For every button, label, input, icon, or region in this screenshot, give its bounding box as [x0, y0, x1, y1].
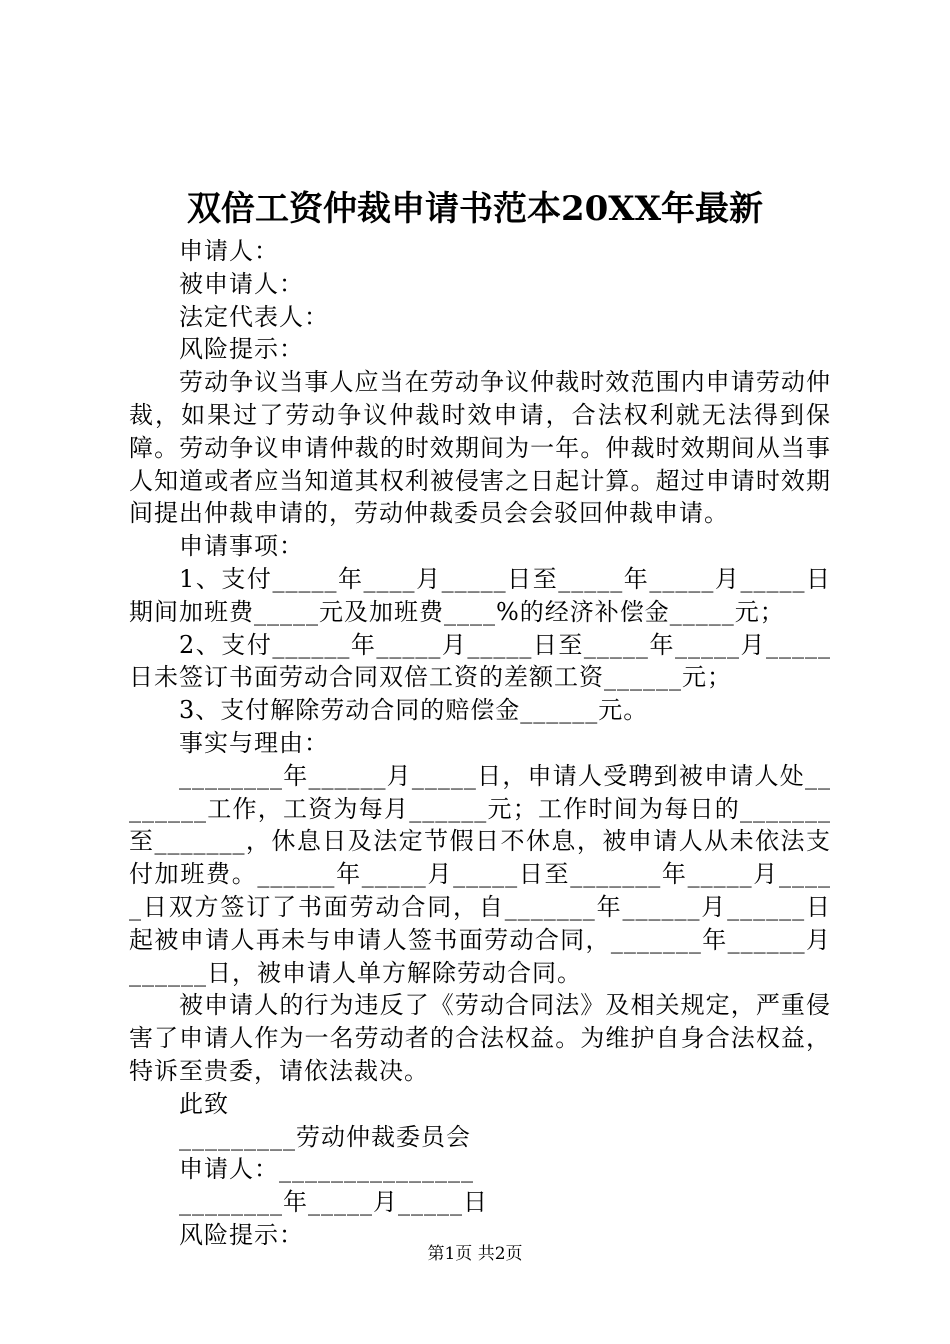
closing-risk-notice-heading: 风险提示： — [179, 1220, 304, 1249]
claim-item-3: 3、支付解除劳动合同的赔偿金______元。 — [179, 696, 649, 725]
risk-notice-heading: 风险提示： — [179, 335, 304, 364]
page-footer: 第1页 共2页 — [427, 1244, 523, 1264]
signature-date: ________年_____月_____日 — [179, 1188, 488, 1217]
legal-representative-label: 法定代表人： — [179, 302, 329, 331]
conclusion-paragraph: 被申请人的行为违反了《劳动合同法》及相关规定，严重侵害了申请人作为一名劳动者的合法权益。为维护自身合法权益，特诉至贵委，请依法裁决。 — [129, 991, 831, 1085]
signature-applicant: 申请人：_______________ — [179, 1155, 474, 1184]
addressee-committee: _________劳动仲裁委员会 — [179, 1122, 471, 1151]
document-title: 双倍工资仲裁申请书范本20XX年最新 — [186, 189, 764, 229]
claims-heading: 申请事项： — [179, 532, 304, 561]
salutation: 此致 — [179, 1089, 229, 1118]
applicant-label: 申请人： — [179, 237, 279, 265]
respondent-label: 被申请人： — [179, 269, 304, 298]
document-body — [129, 235, 831, 1252]
facts-heading: 事实与理由： — [179, 728, 329, 757]
risk-notice-paragraph: 劳动争议当事人应当在劳动争议仲裁时效范围内申请劳动仲裁，如果过了劳动争议仲裁时效申请，合法权利就无法得到保障。劳动争议申请仲裁的时效期间为一年。仲裁时效期间从当事人知道或者应当知道其权利被侵害之日起计算。超过申请时效期间提出仲裁申请的，劳动仲裁委员会会驳回仲裁申请。 — [129, 368, 831, 528]
facts-paragraph: ________年______月_____日，申请人受聘到被申请人处________工作，工资为每月______元；工作时间为每日的_______至_______，休息日及法定节假日不休息，被申请人从未依法支付加班费。______年_____月_____日至_______年_____月_____日双方签订了书面劳动合同，自_______年______月______日起被申请人再未与申请人签书面劳动合同，_______年______月______日，被申请人单方解除劳动合同。 — [129, 761, 831, 987]
claim-item-2: 2、支付______年_____月_____日至_____年_____月_____日未签订书面劳动合同双倍工资的差额工资______元； — [129, 630, 831, 692]
claim-item-1: 1、支付_____年____月_____日至_____年_____月_____日期间加班费_____元及加班费____%的经济补偿金_____元； — [129, 564, 831, 626]
